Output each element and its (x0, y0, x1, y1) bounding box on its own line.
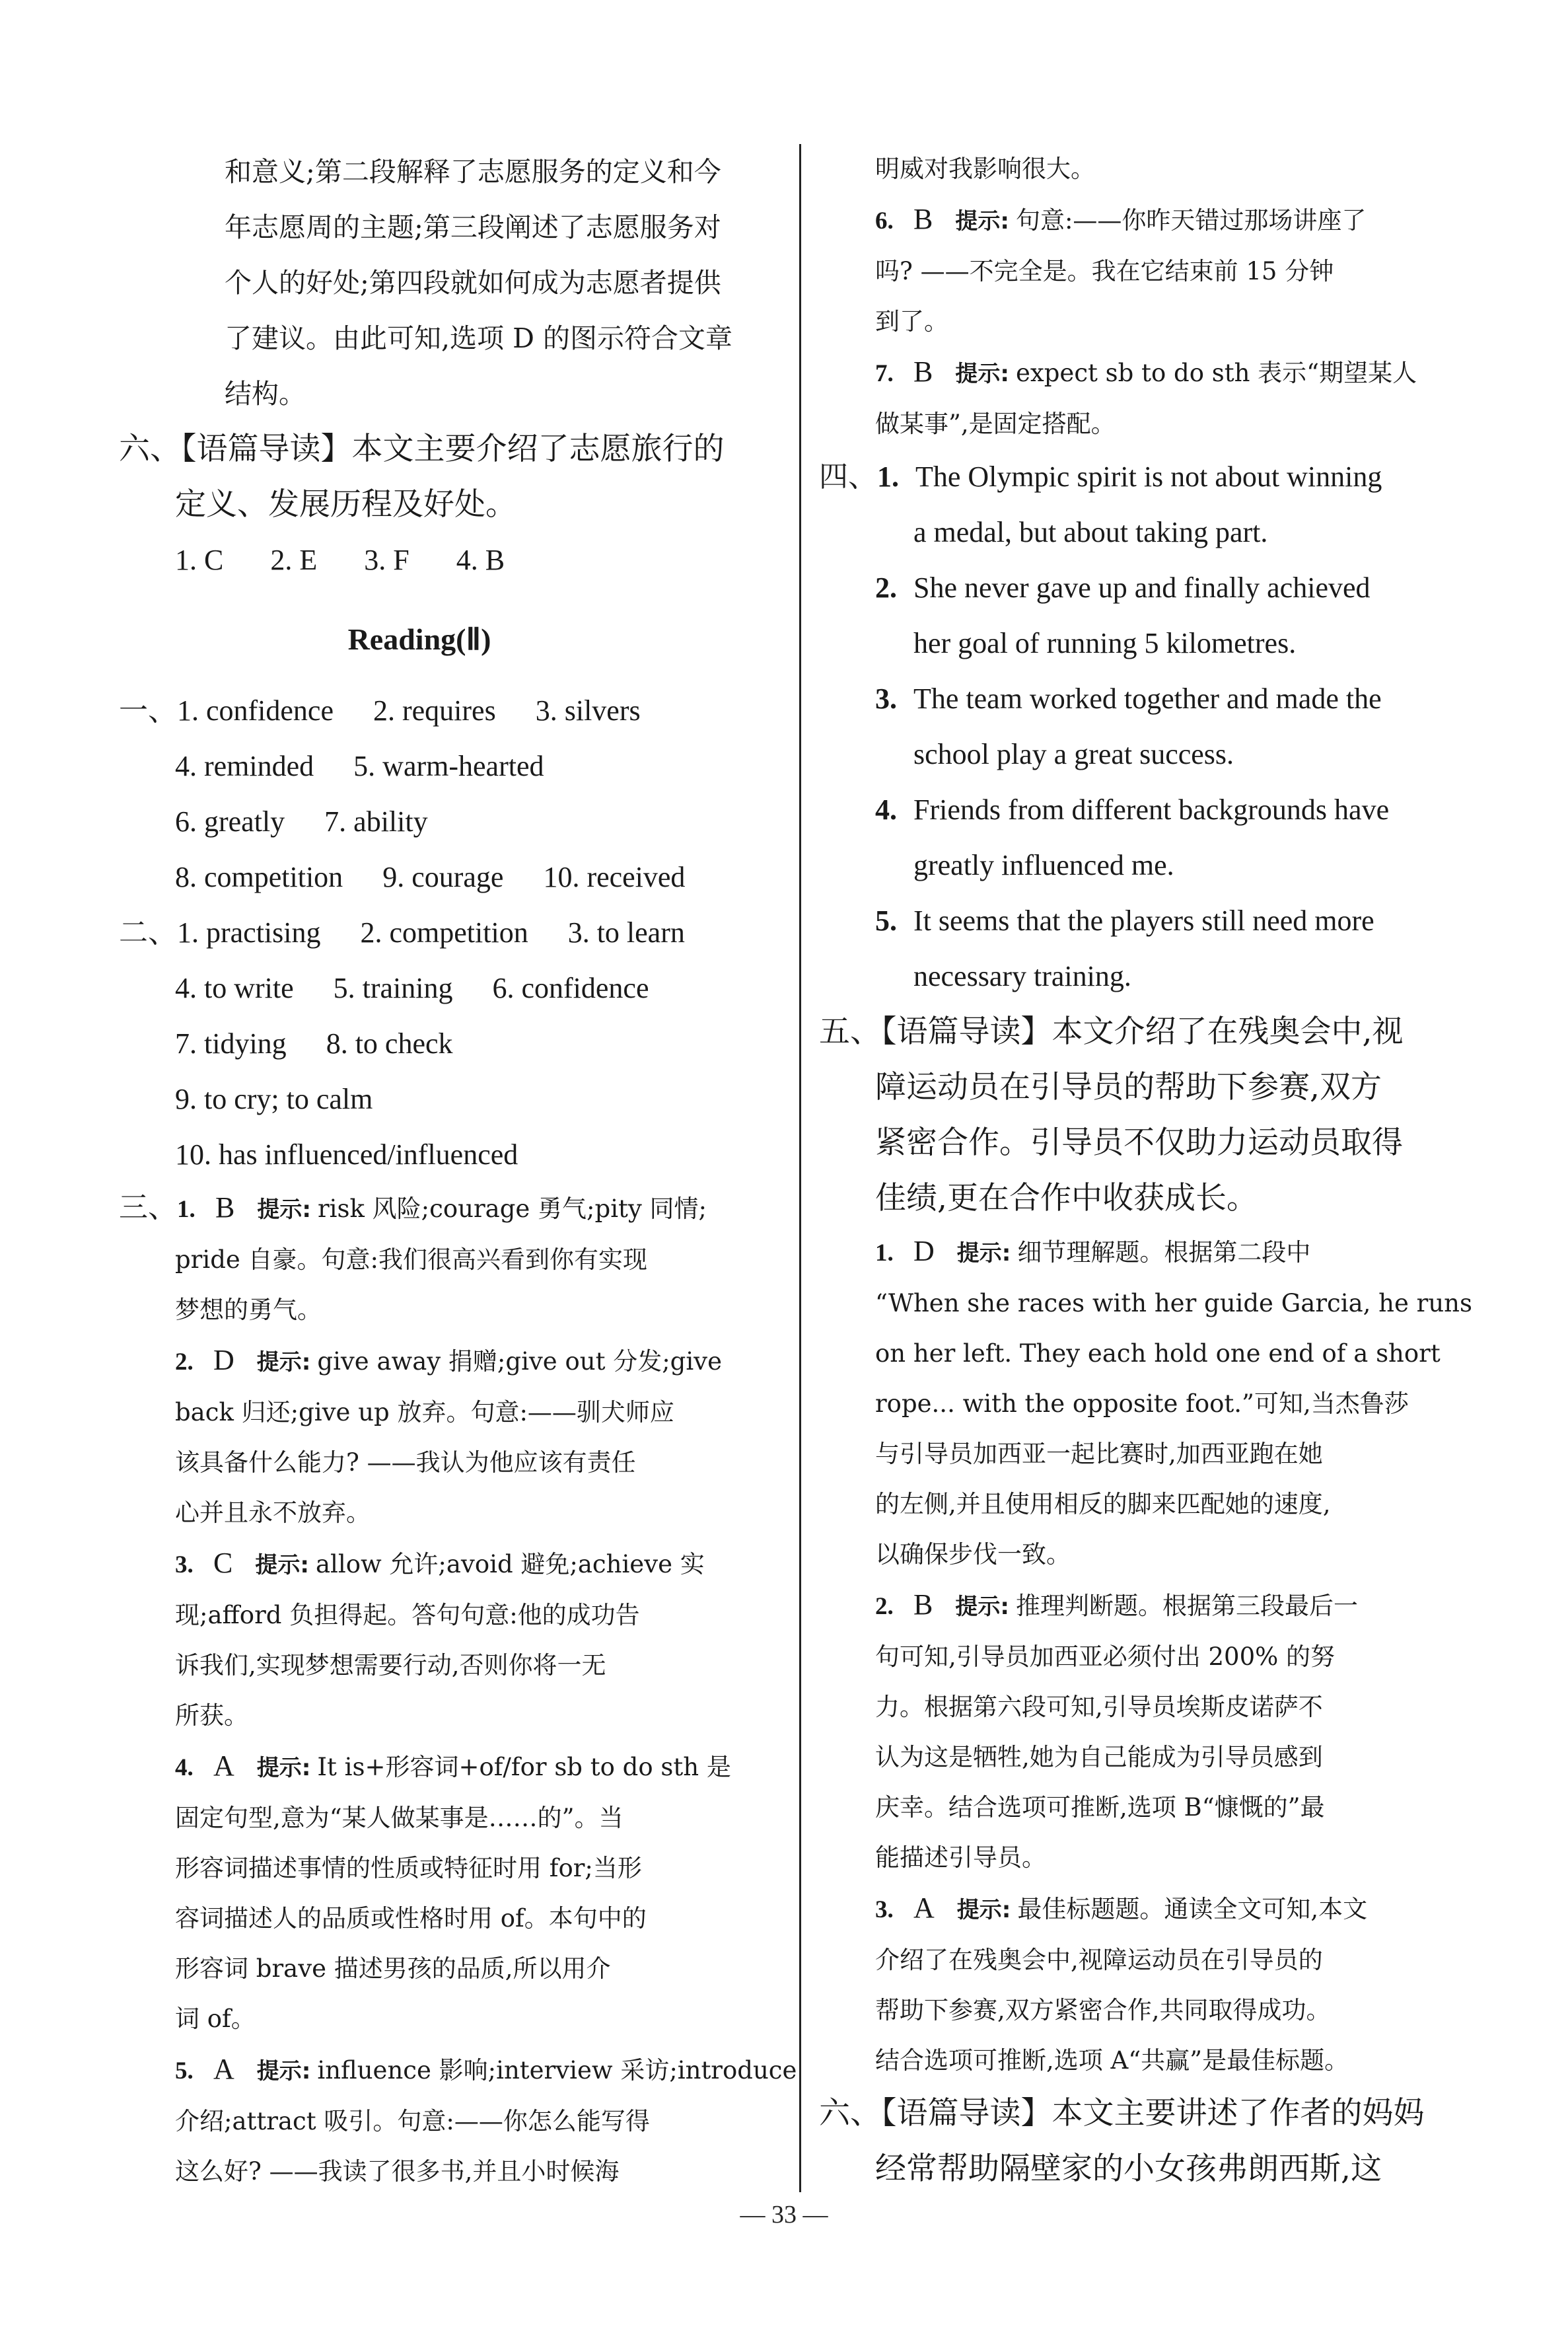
item-answer: A (213, 2053, 234, 2085)
hint-line: 固定句型,意为“某人做某事是……的”。当 (175, 1804, 624, 1832)
text-line: 和意义;第二段解释了志愿服务的定义和今 (225, 156, 721, 188)
text-line: 定义、发展历程及好处。 (175, 486, 517, 523)
section-six-reading-guide (819, 2086, 1453, 2197)
sentence-item (819, 560, 1453, 616)
hint-line: 吗? ——不完全是。我在它结束前 15 分钟 (875, 257, 1334, 285)
answer: 10. has influenced/influenced (175, 1138, 518, 1171)
hint-line: 诉我们,实现梦想需要行动,否则你将一无 (175, 1651, 606, 1679)
answer: 4. to write (175, 972, 294, 1004)
hint-line: 形容词 brave 描述男孩的品质,所以用介 (175, 1954, 611, 1983)
hint-label: 提示: (956, 1897, 1011, 1923)
answer: 5. training (333, 972, 453, 1004)
guide-line: 五、【语篇导读】本文介绍了在残奥会中,视 (819, 1014, 1404, 1050)
text-line: 个人的好处;第四段就如何成为志愿者提供 (225, 267, 721, 299)
left-column (119, 144, 797, 2197)
guide-line: 紧密合作。引导员不仅助力运动员取得 (875, 1125, 1403, 1161)
answer: 4. B (456, 544, 505, 576)
hint-label: 提示: (256, 1349, 311, 1376)
hint-line: “When she races with her guide Garcia, he runs (875, 1289, 1472, 1317)
sentence-line: school play a great success. (913, 738, 1234, 770)
answer: 7. ability (324, 805, 428, 838)
answer: 7. tidying (175, 1027, 287, 1060)
section-six-reading-guide (119, 422, 753, 588)
section-label: 一、 (119, 694, 177, 727)
item-number: 2. (175, 1348, 194, 1376)
guide-line: 经常帮助隔壁家的小女孩弗朗西斯,这 (875, 2151, 1382, 2187)
hint-line: rope... with the opposite foot.”可知,当杰鲁莎 (875, 1389, 1409, 1418)
guide-line: 六、【语篇导读】本文主要讲述了作者的妈妈 (819, 2095, 1425, 2131)
hint-line: 句可知,引导员加西亚必须付出 200% 的努 (875, 1642, 1336, 1671)
answer: 5. warm-hearted (353, 750, 544, 782)
hint-text: influence 影响;interview 采访;introduce (317, 2056, 797, 2085)
hint-text: 细节理解题。根据第二段中 (1017, 1238, 1311, 1267)
answer: 6. confidence (492, 972, 649, 1004)
hint-line: back 归还;give up 放弃。句意:——驯犬师应 (175, 1398, 674, 1426)
item-4 (119, 1741, 753, 1793)
hint-line: 介绍了在残奥会中,视障运动员在引导员的 (875, 1946, 1323, 1974)
sentence-line: greatly influenced me. (913, 849, 1174, 881)
hint-line: on her left. They each hold one end of a short (875, 1339, 1441, 1368)
sentence-text: She never gave up and finally achieved (913, 572, 1371, 604)
item-number: 1. (875, 1239, 894, 1267)
item-number: 3. (175, 1551, 194, 1578)
hint-text: It is+形容词+of/for sb to do sth 是 (317, 1753, 731, 1781)
section-label: 四、 (819, 461, 877, 493)
sentence-line: necessary training. (913, 960, 1131, 992)
hint-line: pride 自豪。句意:我们很高兴看到你有实现 (175, 1245, 648, 1274)
answer: 2. competition (360, 916, 528, 949)
hint-line: 帮助下参赛,双方紧密合作,共同取得成功。 (875, 1996, 1331, 2024)
item-number: 4. (175, 1754, 194, 1781)
hint-text: 句意:——你昨天错过那场讲座了 (1015, 206, 1367, 235)
guide-line: 佳绩,更在合作中收获成长。 (875, 1180, 1258, 1216)
continued-paragraph (119, 144, 753, 422)
column-divider (799, 144, 801, 2192)
item-number: 6. (875, 207, 894, 235)
hint-line: 到了。 (875, 307, 948, 336)
answer-row (119, 1016, 753, 1072)
item-2 (819, 1580, 1453, 1632)
hint-text: give away 捐赠;give out 分发;give (317, 1347, 722, 1376)
hint-line: 这么好? ——我读了很多书,并且小时候海 (175, 2157, 620, 2186)
answer: 3. to learn (567, 916, 685, 949)
hint-text: 最佳标题题。通读全文可知,本文 (1017, 1895, 1368, 1923)
hint-line: 容词描述人的品质或性格时用 of。本句中的 (175, 1904, 647, 1933)
item-answer: B (913, 1588, 933, 1621)
guide-line: 障运动员在引导员的帮助下参赛,双方 (875, 1069, 1382, 1105)
hint-label: 提示: (955, 361, 1009, 387)
answer-row (119, 1127, 753, 1183)
page-number: — 33 — (740, 2201, 828, 2229)
sentence-line: a medal, but about taking part. (913, 516, 1268, 548)
answer: 1. practising (177, 916, 321, 949)
item-1 (819, 1226, 1453, 1278)
sentence-text: Friends from different backgrounds have (913, 793, 1390, 826)
section-one-vocab (119, 683, 753, 905)
hint-line: 庆幸。结合选项可推断,选项 B“慷慨的”最 (875, 1793, 1325, 1822)
answer-row (119, 683, 753, 739)
item-number: 3. (875, 683, 897, 715)
answer-row (119, 905, 753, 961)
item-6 (819, 194, 1453, 246)
answer: 10. received (543, 861, 686, 893)
item-answer: D (213, 1344, 234, 1376)
text-line: 六、【语篇导读】本文主要介绍了志愿旅行的 (119, 431, 725, 467)
item-number: 2. (875, 572, 897, 604)
hint-line: 现;afford 负担得起。答句句意:他的成功告 (175, 1601, 640, 1629)
answer-row (119, 850, 753, 905)
hint-line: 做某事”,是固定搭配。 (875, 410, 1116, 438)
item-3 (119, 1538, 753, 1590)
item-answer: A (913, 1892, 935, 1924)
answer: 2. E (270, 544, 318, 576)
answer: 3. F (364, 544, 410, 576)
hint-label: 提示: (256, 2058, 311, 2085)
answer: 9. to cry; to calm (175, 1083, 373, 1115)
hint-label: 提示: (257, 1197, 311, 1223)
item-number: 4. (875, 793, 897, 826)
sentence-text: It seems that the players still need more (913, 904, 1374, 937)
hint-line: 结合选项可推断,选项 A“共赢”是最佳标题。 (875, 2046, 1349, 2075)
hint-text: 推理判断题。根据第三段最后一 (1015, 1592, 1358, 1620)
sentence-item (819, 671, 1453, 727)
section-three-choices (119, 1183, 797, 2197)
answer: 6. greatly (175, 805, 285, 838)
section-two-forms (119, 905, 753, 1183)
hint-line: 心并且永不放弃。 (175, 1498, 371, 1527)
hint-label: 提示: (956, 1240, 1011, 1267)
hint-line: 梦想的勇气。 (175, 1296, 322, 1324)
hint-line: 与引导员加西亚一起比赛时,加西亚跑在她 (875, 1440, 1323, 1468)
sentence-line: her goal of running 5 kilometres. (913, 627, 1297, 659)
hint-line: 词 of。 (175, 2005, 256, 2033)
answer-row (119, 1072, 753, 1127)
item-number: 1. (877, 461, 899, 493)
answer-row (119, 961, 753, 1016)
answer: 8. to check (326, 1027, 453, 1060)
item-7 (819, 347, 1453, 399)
hint-line: 力。根据第六段可知,引导员埃斯皮诺萨不 (875, 1693, 1323, 1721)
hint-line: 所获。 (175, 1701, 248, 1730)
item-number: 5. (175, 2057, 194, 2085)
sentence-item (819, 893, 1453, 949)
answer-row (119, 533, 753, 588)
item-answer: D (913, 1235, 935, 1267)
item-number: 2. (875, 1593, 894, 1620)
hint-line: 介绍;attract 吸引。句意:——你怎么能写得 (175, 2107, 650, 2135)
hint-line: 的左侧,并且使用相反的脚来匹配她的速度, (875, 1490, 1331, 1518)
section-label: 二、 (119, 916, 177, 949)
answer: 3. silvers (535, 694, 641, 727)
section-heading: Reading(Ⅱ) (347, 622, 491, 656)
item-3 (819, 1883, 1453, 1935)
hint-line: 以确保步伐一致。 (875, 1540, 1071, 1568)
item-answer: B (913, 203, 933, 235)
answer: 8. competition (175, 861, 343, 893)
continued-line: 明威对我影响很大。 (875, 155, 1095, 183)
item-answer: A (213, 1750, 234, 1782)
sentence-text: The Olympic spirit is not about winning (915, 461, 1382, 493)
item-answer: B (913, 355, 933, 388)
hint-text: risk 风险;courage 勇气;pity 同情; (317, 1195, 707, 1223)
item-2 (119, 1335, 753, 1387)
text-line: 了建议。由此可知,选项 D 的图示符合文章 (225, 322, 732, 354)
section-four-sentences (819, 449, 1453, 1004)
answer: 9. courage (382, 861, 504, 893)
text-line: 结构。 (225, 378, 306, 410)
text-line: 年志愿周的主题;第三段阐述了志愿服务对 (225, 211, 721, 243)
hint-line: 能描述引导员。 (875, 1843, 1046, 1872)
item-5 (119, 2044, 797, 2096)
item-number: 7. (875, 360, 894, 387)
sentence-text: The team worked together and made the (913, 683, 1382, 715)
item-number: 1. (177, 1196, 196, 1223)
item-number: 5. (875, 904, 897, 937)
answer-row (119, 794, 753, 850)
hint-text: allow 允许;avoid 避免;achieve 实 (315, 1550, 705, 1578)
hint-label: 提示: (255, 1552, 309, 1578)
hint-label: 提示: (256, 1755, 311, 1781)
hint-text: expect sb to do sth 表示“期望某人 (1015, 359, 1417, 387)
item-answer: B (215, 1191, 235, 1224)
item-number: 3. (875, 1896, 894, 1923)
hint-line: 该具备什么能力? ——我认为他应该有责任 (175, 1448, 636, 1477)
section-label: 三、 (119, 1191, 177, 1224)
hint-label: 提示: (955, 208, 1009, 235)
hint-label: 提示: (955, 1594, 1009, 1620)
hint-line: 形容词描述事情的性质或特征时用 for;当形 (175, 1854, 642, 1882)
answer: 1. C (175, 544, 224, 576)
answer-row (119, 739, 753, 794)
sentence-item (819, 782, 1453, 838)
answer: 4. reminded (175, 750, 314, 782)
sentence-item (819, 449, 1453, 505)
item-answer: C (213, 1547, 233, 1579)
item-1 (119, 1183, 753, 1235)
right-column (819, 144, 1472, 2197)
section-five-reading (819, 1004, 1472, 2086)
answer: 2. requires (373, 694, 496, 727)
answer: 1. confidence (177, 694, 334, 727)
hint-line: 认为这是牺牲,她为自己能成为引导员感到 (875, 1743, 1323, 1771)
